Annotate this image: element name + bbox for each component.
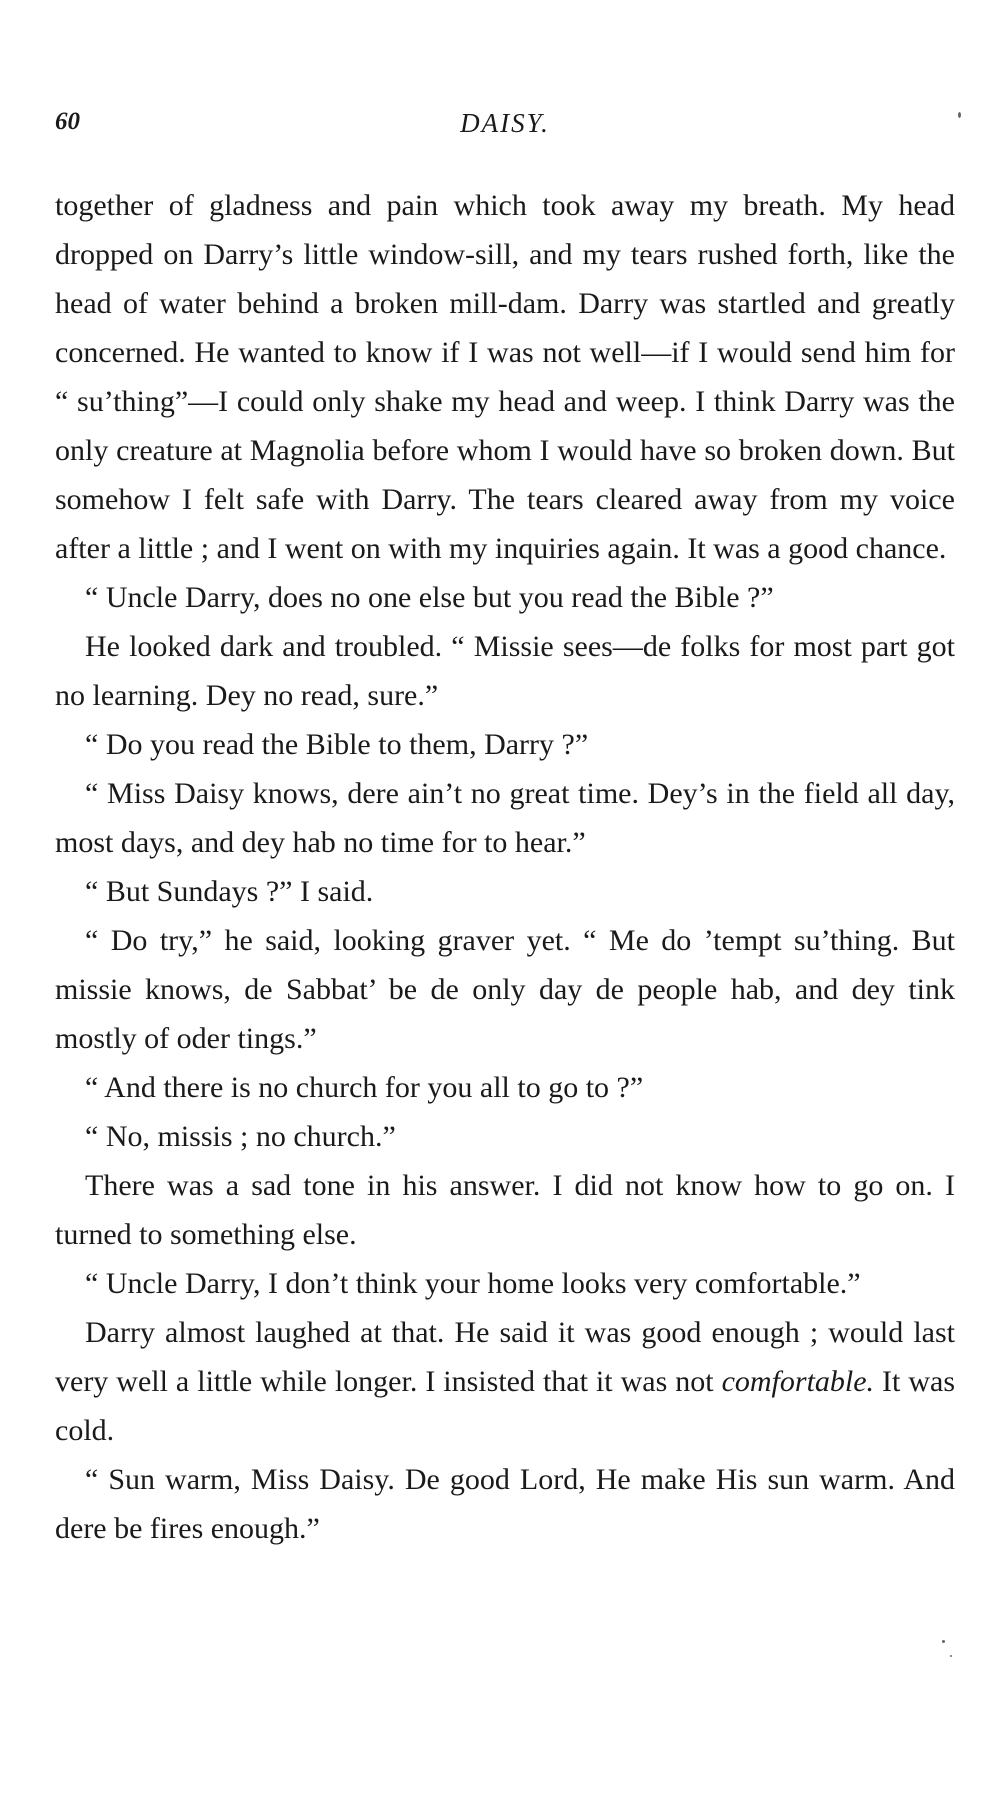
paragraph: “ Sun warm, Miss Daisy. De good Lord, He make His sun warm. And dere be fires enough.” — [55, 1463, 955, 1545]
paragraph: There was a sad tone in his answer. I did not know how to go on. I turned to something else. — [55, 1169, 955, 1251]
paragraph: “ Do try,” he said, looking graver yet. “ Me do ’tempt su’thing. But missie knows, de Sabbat’ be de only day de people hab, and dey tink mostly of oder tings.” — [55, 924, 955, 1055]
paragraph: “ No, missis ; no church.” — [85, 1120, 396, 1153]
paragraph: “ Do you read the Bible to them, Darry ?” — [85, 728, 589, 761]
paragraph: “ And there is no church for you all to go to ?” — [85, 1071, 644, 1104]
paragraph: He looked dark and troubled. “ Missie sees—de folks for most part got no learning. Dey no read, sure.” — [55, 630, 955, 712]
paragraph: together of gladness and pain which took away my breath. My head dropped on Darry’s little window-sill, and my tears rushed forth, like the head of water behind a broken mill-dam. Darry was startled and greatly concerned. He wanted to know if I was not well—if I would send him for “ su’thing”—I could only shake my head and weep. I think Darry was the only creature at Magnolia before whom I would have so broken down. But somehow I felt safe with Darry. The tears cleared away from my voice after a little ; and I went on with my inquiries again. It was a good chance. — [55, 189, 955, 565]
italic-emphasis: comfortable. — [721, 1365, 875, 1398]
paragraph: “ Miss Daisy knows, dere ain’t no great time. Dey’s in the field all day, most days, and dey hab no time for to hear.” — [55, 777, 955, 859]
print-speck — [958, 112, 961, 118]
paragraph: “ Uncle Darry, I don’t think your home looks very comfortable.” — [85, 1267, 861, 1300]
running-head: DAISY. — [460, 108, 550, 138]
print-speck — [950, 1655, 952, 1657]
paragraph: “ Uncle Darry, does no one else but you read the Bible ?” — [85, 581, 774, 614]
paragraph-text: Darry almost laughed at that. He said it was good enough ; would last very well a little while longer. I insisted that it was not — [55, 1316, 955, 1398]
paragraph — [55, 1308, 955, 1455]
page-header — [55, 108, 955, 148]
paragraph-text: It was cold. — [55, 1365, 956, 1447]
body-text — [55, 181, 955, 1553]
page-number: 60 — [55, 108, 80, 135]
paragraph: “ But Sundays ?” I said. — [85, 875, 374, 908]
print-speck — [942, 1640, 945, 1643]
